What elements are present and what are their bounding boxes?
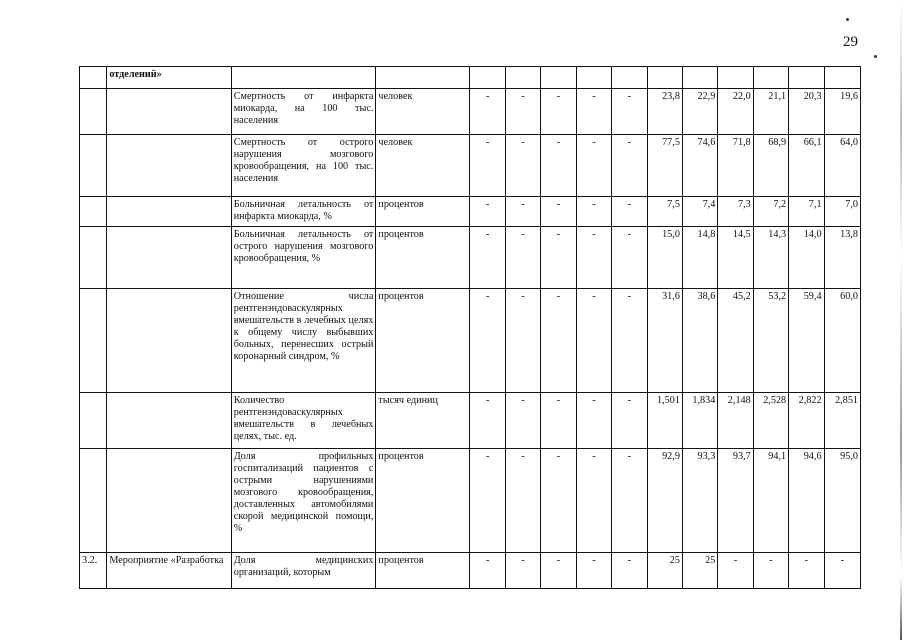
- value-cell: -: [576, 553, 611, 589]
- indicator-cell: Доля профильных госпитализаций пациентов с острыми нарушениями мозгового кровообращения, доставленных автомобилями скорой медицинской помощи, %: [231, 449, 376, 553]
- value-cell: -: [541, 289, 576, 393]
- event-cell: [107, 197, 231, 227]
- value-cell: 15,0: [647, 227, 682, 289]
- value-cell: 93,3: [682, 449, 717, 553]
- table-row: [80, 393, 861, 449]
- indicator-cell: Доля медицинских организаций, которым: [231, 553, 376, 589]
- row-number-cell: [80, 289, 107, 393]
- unit-cell: процентов: [376, 227, 470, 289]
- value-cell: 22,0: [718, 89, 753, 135]
- value-cell: 7,3: [718, 197, 753, 227]
- row-number-cell: [80, 67, 107, 89]
- row-number-cell: [80, 227, 107, 289]
- event-cell: [107, 393, 231, 449]
- value-cell: 71,8: [718, 135, 753, 197]
- unit-cell: человек: [376, 135, 470, 197]
- value-cell: -: [576, 135, 611, 197]
- table-row: [80, 227, 861, 289]
- value-cell: 14,5: [718, 227, 753, 289]
- value-cell: -: [505, 89, 540, 135]
- value-cell: -: [612, 227, 647, 289]
- value-cell: -: [470, 553, 505, 589]
- value-cell: -: [753, 553, 788, 589]
- indicator-cell: Больничная летальность от инфаркта миокарда, %: [231, 197, 376, 227]
- value-cell: 45,2: [718, 289, 753, 393]
- value-cell: -: [541, 553, 576, 589]
- value-cell: -: [505, 553, 540, 589]
- value-cell: 53,2: [753, 289, 788, 393]
- event-cell: [107, 89, 231, 135]
- value-cell: [612, 67, 647, 89]
- value-cell: 94,6: [789, 449, 824, 553]
- value-cell: 1,501: [647, 393, 682, 449]
- value-cell: [505, 67, 540, 89]
- value-cell: -: [505, 393, 540, 449]
- value-cell: 13,8: [824, 227, 860, 289]
- value-cell: 19,6: [824, 89, 860, 135]
- value-cell: -: [541, 449, 576, 553]
- scan-speck: [846, 18, 849, 21]
- page-number: 29: [843, 34, 858, 50]
- value-cell: 25: [682, 553, 717, 589]
- value-cell: -: [576, 449, 611, 553]
- value-cell: 7,2: [753, 197, 788, 227]
- scan-edge: [900, 0, 902, 640]
- event-cell: [107, 449, 231, 553]
- value-cell: [647, 67, 682, 89]
- value-cell: -: [612, 553, 647, 589]
- value-cell: 2,851: [824, 393, 860, 449]
- value-cell: 25: [647, 553, 682, 589]
- value-cell: -: [612, 289, 647, 393]
- value-cell: 2,148: [718, 393, 753, 449]
- value-cell: -: [612, 393, 647, 449]
- event-cell: Мероприятие «Разработка: [107, 553, 231, 589]
- value-cell: 77,5: [647, 135, 682, 197]
- row-number-cell: [80, 197, 107, 227]
- value-cell: 2,528: [753, 393, 788, 449]
- value-cell: -: [612, 135, 647, 197]
- event-cell: [107, 135, 231, 197]
- value-cell: [789, 67, 824, 89]
- value-cell: -: [470, 89, 505, 135]
- value-cell: 1,834: [682, 393, 717, 449]
- value-cell: -: [505, 135, 540, 197]
- row-number-cell: [80, 89, 107, 135]
- value-cell: 2,822: [789, 393, 824, 449]
- event-cell: [107, 289, 231, 393]
- value-cell: [718, 67, 753, 89]
- value-cell: 94,1: [753, 449, 788, 553]
- value-cell: -: [470, 393, 505, 449]
- value-cell: 64,0: [824, 135, 860, 197]
- value-cell: -: [541, 135, 576, 197]
- value-cell: 14,3: [753, 227, 788, 289]
- value-cell: -: [789, 553, 824, 589]
- value-cell: -: [470, 135, 505, 197]
- value-cell: 7,4: [682, 197, 717, 227]
- event-cell: [107, 227, 231, 289]
- value-cell: 7,0: [824, 197, 860, 227]
- value-cell: 14,0: [789, 227, 824, 289]
- value-cell: [824, 67, 860, 89]
- value-cell: 7,1: [789, 197, 824, 227]
- value-cell: [753, 67, 788, 89]
- value-cell: 95,0: [824, 449, 860, 553]
- value-cell: 20,3: [789, 89, 824, 135]
- value-cell: -: [470, 197, 505, 227]
- indicator-cell: Больничная летальность от острого нарушения мозгового кровообращения, %: [231, 227, 376, 289]
- table-row: [80, 135, 861, 197]
- value-cell: [576, 67, 611, 89]
- row-number-cell: [80, 135, 107, 197]
- value-cell: [541, 67, 576, 89]
- value-cell: -: [576, 227, 611, 289]
- indicator-cell: Отношение числа рентгенэндоваскулярных вмешательств в лечебных целях к общему числу выбывших больных, перенесших острый коронарный синдром, %: [231, 289, 376, 393]
- value-cell: 23,8: [647, 89, 682, 135]
- unit-cell: тысяч единиц: [376, 393, 470, 449]
- table-row: [80, 197, 861, 227]
- value-cell: 14,8: [682, 227, 717, 289]
- value-cell: -: [718, 553, 753, 589]
- event-cell: отделений»: [107, 67, 231, 89]
- table-row: [80, 289, 861, 393]
- table-row: [80, 449, 861, 553]
- table-row: [80, 553, 861, 589]
- value-cell: -: [612, 449, 647, 553]
- value-cell: -: [470, 227, 505, 289]
- value-cell: -: [505, 449, 540, 553]
- value-cell: 59,4: [789, 289, 824, 393]
- value-cell: -: [505, 197, 540, 227]
- indicator-cell: [231, 67, 376, 89]
- row-number-cell: [80, 449, 107, 553]
- value-cell: -: [505, 227, 540, 289]
- value-cell: -: [612, 89, 647, 135]
- value-cell: 92,9: [647, 449, 682, 553]
- value-cell: -: [576, 197, 611, 227]
- value-cell: 66,1: [789, 135, 824, 197]
- value-cell: 21,1: [753, 89, 788, 135]
- value-cell: -: [576, 289, 611, 393]
- value-cell: [470, 67, 505, 89]
- unit-cell: [376, 67, 470, 89]
- unit-cell: процентов: [376, 197, 470, 227]
- value-cell: -: [541, 393, 576, 449]
- value-cell: -: [541, 89, 576, 135]
- value-cell: -: [470, 289, 505, 393]
- table-row: [80, 67, 861, 89]
- value-cell: -: [541, 227, 576, 289]
- row-number-cell: 3.2.: [80, 553, 107, 589]
- value-cell: 74,6: [682, 135, 717, 197]
- value-cell: 60,0: [824, 289, 860, 393]
- value-cell: -: [576, 393, 611, 449]
- row-number-cell: [80, 393, 107, 449]
- value-cell: 38,6: [682, 289, 717, 393]
- unit-cell: процентов: [376, 553, 470, 589]
- unit-cell: процентов: [376, 289, 470, 393]
- value-cell: [682, 67, 717, 89]
- value-cell: 93,7: [718, 449, 753, 553]
- indicator-cell: Смертность от острого нарушения мозгового кровообращения, на 100 тыс. населения: [231, 135, 376, 197]
- unit-cell: процентов: [376, 449, 470, 553]
- indicator-cell: Количество рентгенэндоваскулярных вмешательств в лечебных целях, тыс. ед.: [231, 393, 376, 449]
- value-cell: 68,9: [753, 135, 788, 197]
- table-row: [80, 89, 861, 135]
- value-cell: -: [470, 449, 505, 553]
- indicator-cell: Смертность от инфаркта миокарда, на 100 тыс. населения: [231, 89, 376, 135]
- unit-cell: человек: [376, 89, 470, 135]
- value-cell: -: [505, 289, 540, 393]
- value-cell: -: [541, 197, 576, 227]
- scan-speck: [874, 55, 877, 58]
- indicators-table: [79, 66, 861, 589]
- value-cell: 7,5: [647, 197, 682, 227]
- value-cell: 22,9: [682, 89, 717, 135]
- value-cell: -: [824, 553, 860, 589]
- value-cell: -: [576, 89, 611, 135]
- value-cell: -: [612, 197, 647, 227]
- value-cell: 31,6: [647, 289, 682, 393]
